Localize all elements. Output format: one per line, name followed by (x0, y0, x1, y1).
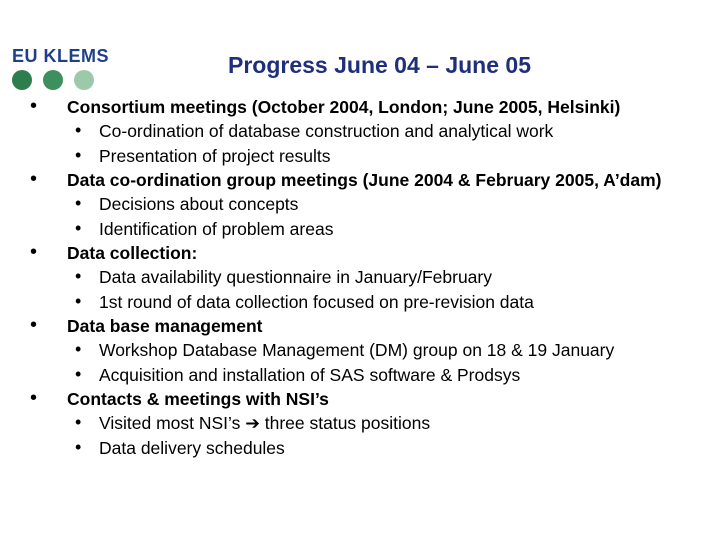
logo-dot-3 (74, 70, 94, 90)
sub-bullet-text: Data delivery schedules (99, 438, 285, 458)
bullet-item (0, 169, 687, 192)
bullet-icon: • (75, 412, 82, 432)
bullet-list (0, 96, 720, 461)
sub-bullet-item (0, 290, 720, 315)
logo-dot-2 (43, 70, 63, 90)
bullet-text: Data co-ordination group meetings (June 2004 & February 2005, A’dam) (67, 170, 662, 190)
bullet-icon: • (30, 95, 38, 117)
sub-bullet-text: Data availability questionnaire in January/February (99, 267, 492, 287)
sub-bullet-item (0, 192, 720, 217)
logo-dot-1 (12, 70, 32, 90)
bullet-text: Consortium meetings (October 2004, London; June 2005, Helsinki) (67, 97, 621, 117)
bullet-icon: • (75, 291, 82, 311)
bullet-icon: • (30, 168, 38, 190)
bullet-icon: • (75, 364, 82, 384)
sub-bullet-text: 1st round of data collection focused on pre-revision data (99, 292, 534, 312)
sub-bullet-text: Acquisition and installation of SAS software & Prodsys (99, 365, 521, 385)
bullet-icon: • (30, 314, 38, 336)
sub-bullet-text: Visited most NSI’s ➔ three status positions (99, 413, 431, 433)
bullet-icon: • (75, 437, 82, 457)
eu-klems-logo (10, 46, 110, 96)
bullet-icon: • (75, 266, 82, 286)
sub-bullet-item (0, 436, 720, 461)
bullet-text: Contacts & meetings with NSI’s (67, 389, 329, 409)
sub-bullet-item (0, 411, 720, 436)
sub-bullet-text: Co-ordination of database construction and analytical work (99, 121, 554, 141)
bullet-icon: • (30, 241, 38, 263)
sub-bullet-text: Presentation of project results (99, 146, 331, 166)
bullet-icon: • (75, 193, 82, 213)
sub-bullet-item (0, 217, 720, 242)
bullet-icon: • (75, 120, 82, 140)
sub-bullet-item (0, 119, 720, 144)
sub-bullet-item (0, 363, 720, 388)
bullet-text: Data collection: (67, 243, 198, 263)
sub-bullet-item (0, 265, 720, 290)
bullet-icon: • (75, 145, 82, 165)
logo-text: EU KLEMS (12, 46, 110, 66)
slide-title: Progress June 04 – June 05 (228, 52, 531, 78)
bullet-item (0, 96, 687, 119)
bullet-icon: • (75, 339, 82, 359)
bullet-item (0, 242, 687, 265)
bullet-icon: • (75, 218, 82, 238)
sub-bullet-text: Workshop Database Management (DM) group on 18 & 19 January (99, 340, 615, 360)
sub-bullet-text: Decisions about concepts (99, 194, 299, 214)
bullet-text: Data base management (67, 316, 263, 336)
sub-bullet-text: Identification of problem areas (99, 219, 334, 239)
bullet-icon: • (30, 387, 38, 409)
bullet-item (0, 315, 687, 338)
bullet-item (0, 388, 687, 411)
sub-bullet-item (0, 144, 720, 169)
sub-bullet-item (0, 338, 720, 363)
